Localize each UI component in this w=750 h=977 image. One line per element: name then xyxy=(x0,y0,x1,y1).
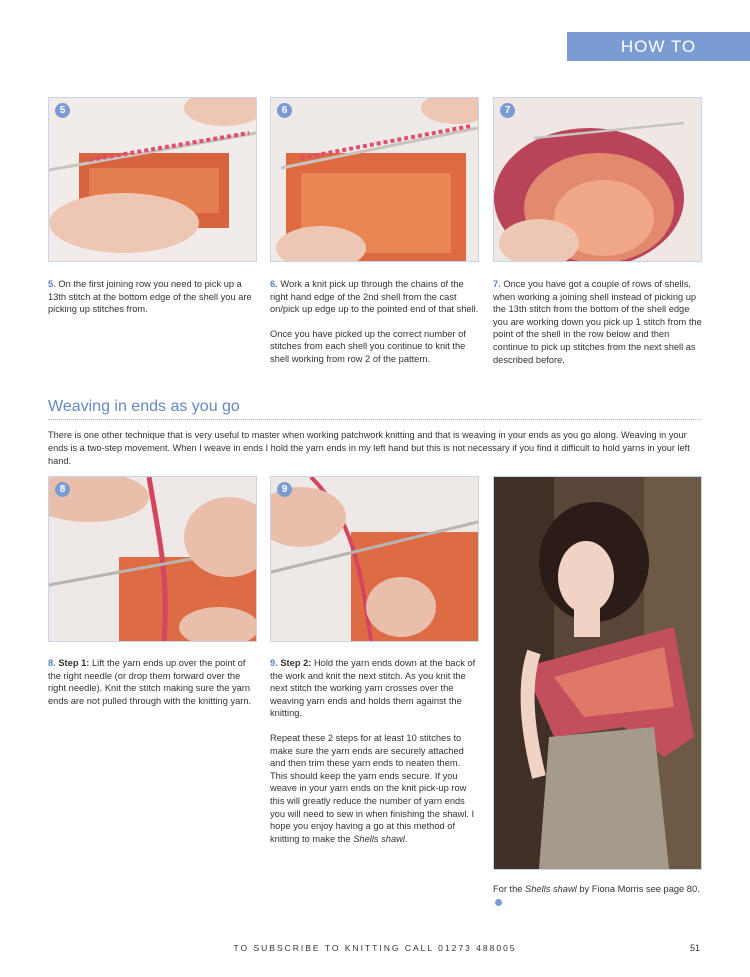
step-number: 9. xyxy=(270,658,278,668)
credit-pattern: Shells shawl xyxy=(525,884,577,894)
caption-text: Repeat these 2 steps for at least 10 stitches to make sure the yarn ends are securely attached and then trim these yarn ends to neaten them. This should keep the yarn ends secure. If you weave in your yarn ends on the knit pick-up row this will greatly reduce the number of yarn ends you will need to sew in when finishing the shawl. I hope you enjoy having a go at this method of knitting to make the xyxy=(270,732,475,844)
caption-text: Hold the yarn ends down at the back of the work and knit the next stitch. As you knit the next stitch the working yarn crosses over the weaving yarn ends and holds them against the knitting. xyxy=(270,658,476,719)
step-badge: 8 xyxy=(55,482,70,497)
section-intro: There is one other technique that is very useful to master when working patchwork knitting and that is weaving in your ends as you go along. Weaving in your ends is a two-step movement. When I weave in ends I hold the yarn ends in my left hand but this is not necessary if you find it difficult to hold yarns in your left hand. xyxy=(48,430,690,466)
credit-prefix: For the xyxy=(493,884,523,894)
step-badge: 6 xyxy=(277,103,292,118)
step-badge: 7 xyxy=(500,103,515,118)
caption-text: Lift the yarn ends up over the point of the right needle (or drop them forward over the right needle). Knit the stitch making sure the yarn ends are not pulled through with the knitting yarn. xyxy=(48,658,252,706)
step-9-photo xyxy=(270,476,479,642)
step-8-caption xyxy=(48,657,258,719)
pattern-name: Shells shawl xyxy=(353,833,405,844)
step-number: 8. xyxy=(48,658,56,668)
step-6-caption xyxy=(270,278,480,378)
end-dot-icon xyxy=(495,899,502,906)
step-5-photo xyxy=(48,97,257,262)
step-7-caption xyxy=(493,278,703,378)
step-number: 7. xyxy=(493,279,501,289)
section-heading: Weaving in ends as you go xyxy=(48,398,240,415)
section-tab: HOW TO xyxy=(567,32,750,61)
step-9-caption xyxy=(270,657,480,857)
caption-text: On the first joining row you need to pick up a 13th stitch at the bottom edge of the shell you are picking up stitches from. xyxy=(48,279,252,315)
step-8-photo xyxy=(48,476,257,642)
step-7-photo xyxy=(493,97,702,262)
step-badge: 5 xyxy=(55,103,70,118)
photo-credit xyxy=(493,883,703,908)
caption-text: Work a knit pick up through the chains of the right hand edge of the 2nd shell from the cast on/pick up edge up to the pointed end of that shell. xyxy=(270,279,479,315)
shawl-model-photo xyxy=(493,476,702,870)
page-number: 51 xyxy=(690,943,701,953)
caption-text: Once you have got a couple of rows of shells, when working a joining shell instead of picking up the 13th stitch from the bottom of the shell edge you are working down you pick up 1 stitch from the point of the shell in the row below and then continue to pick up stitches from the next shell as described before. xyxy=(493,279,702,365)
caption-text: Once you have picked up the correct number of stitches from each shell you continue to knit the shell working from row 2 of the pattern. xyxy=(270,328,466,364)
step-number: 5. xyxy=(48,279,56,289)
credit-suffix: by Fiona Morris see page 80. xyxy=(579,884,700,894)
caption-end: . xyxy=(404,833,408,844)
step-6-photo xyxy=(270,97,479,262)
step-5-caption xyxy=(48,278,258,328)
step-label: Step 2: xyxy=(280,658,312,668)
step-badge: 9 xyxy=(277,482,292,497)
section-divider xyxy=(48,419,700,420)
step-number: 6. xyxy=(270,279,278,289)
footer-subscribe: TO SUBSCRIBE TO KNITTING CALL 01273 488005 xyxy=(233,943,517,953)
step-label: Step 1: xyxy=(58,658,90,668)
